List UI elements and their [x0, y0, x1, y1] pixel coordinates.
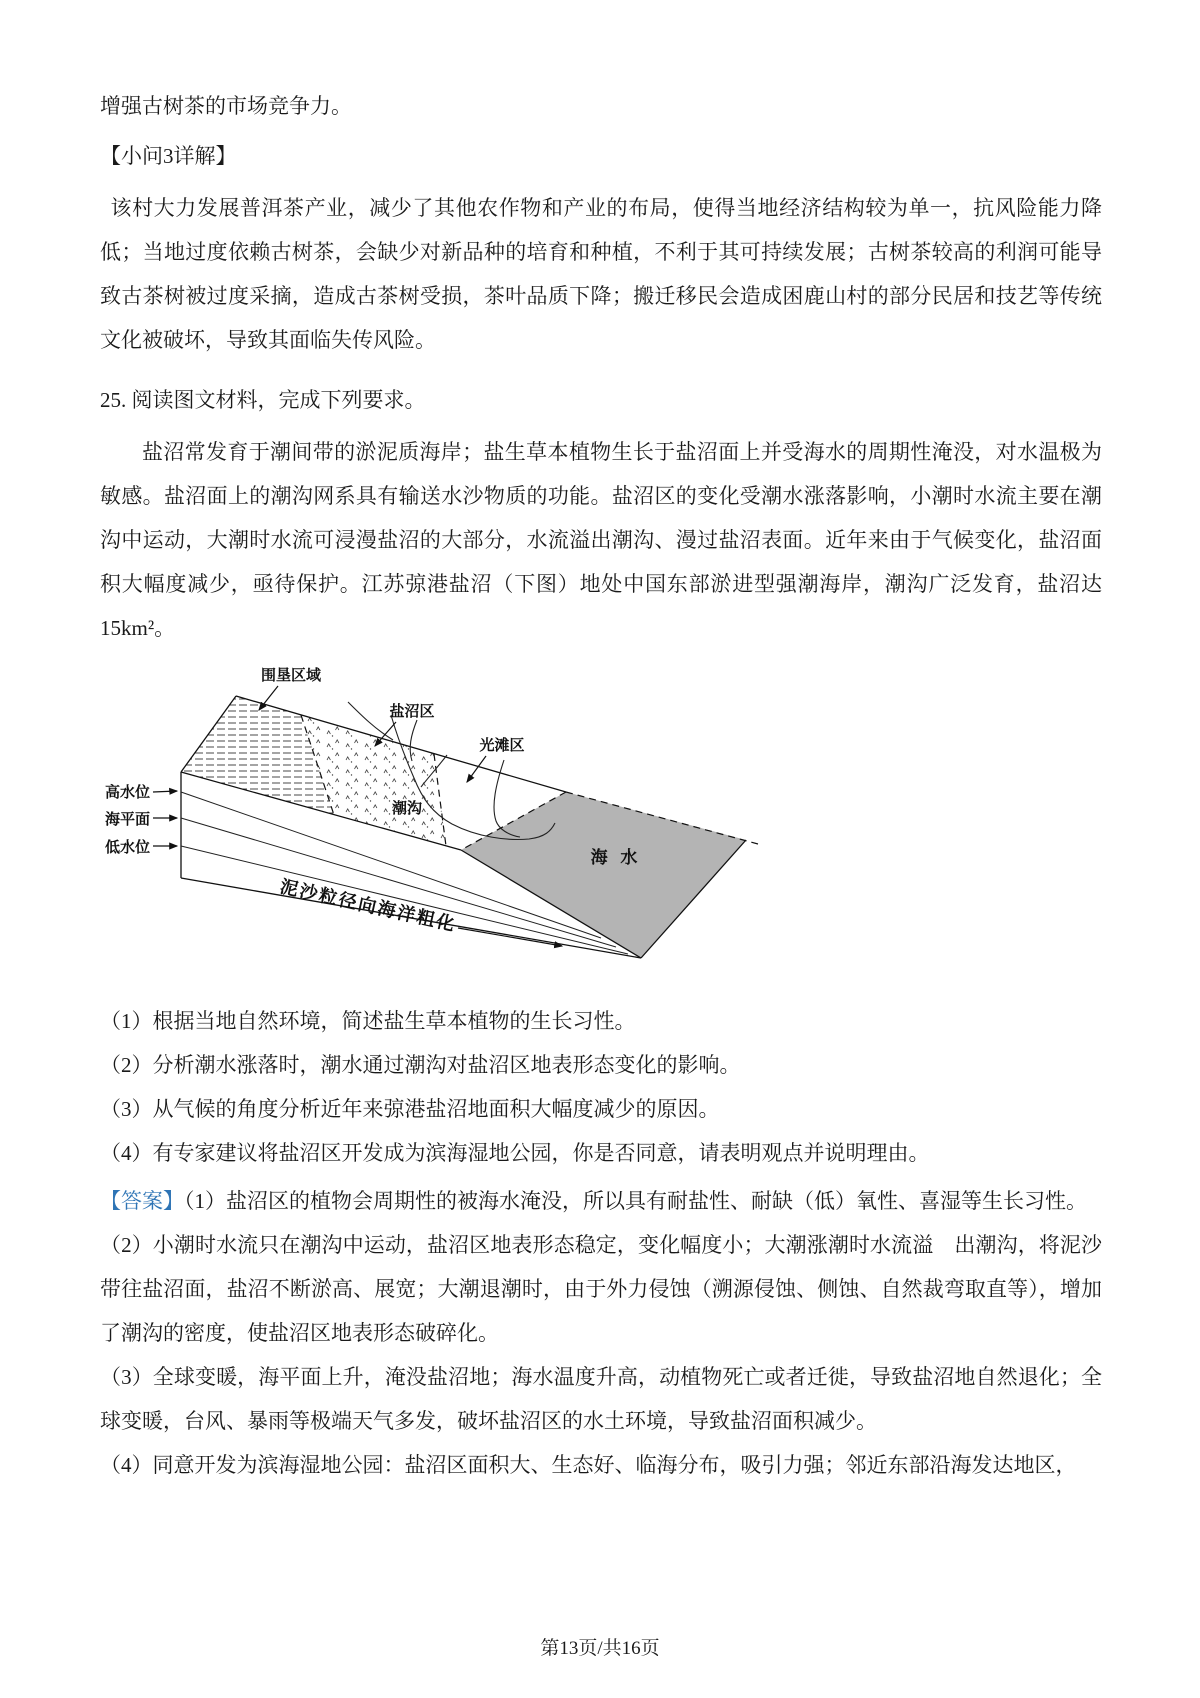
label-salt-marsh-zone: 盐沼区 — [389, 703, 435, 720]
label-reclaimed-zone: 围垦区域 — [260, 667, 322, 684]
page-content — [100, 84, 1102, 1487]
heading-subquestion3-explain: 【小问3详解】 — [100, 144, 237, 168]
answer-text-1: （1）盐沼区的植物会周期性的被海水淹没，所以具有耐盐性、耐缺（低）氧性、喜湿等生长习性。 — [184, 1189, 1087, 1213]
answer-paragraph-3: （3）全球变暖，海平面上升，淹没盐沼地；海水温度升高，动植物死亡或者迁徙，导致盐沼地自然退化；全球变暖，台风、暴雨等极端天气多发，破坏盐沼区的水土环境，导致盐沼面积减少。 — [100, 1365, 1102, 1433]
label-high-water-level: 高水位 — [104, 784, 150, 801]
answer-paragraph-4: （4）同意开发为滨海湿地公园：盐沼区面积大、生态好、临海分布，吸引力强；邻近东部沿海发达地区， — [100, 1453, 1077, 1477]
label-low-water-level: 低水位 — [104, 839, 150, 856]
paragraph-intro: 增强古树茶的市场竞争力。 — [100, 94, 352, 118]
salt-marsh-zone-texture — [301, 715, 446, 846]
question-25-title: 25. 阅读图文材料，完成下列要求。 — [100, 388, 426, 412]
label-tidal-creek: 潮沟 — [391, 800, 423, 817]
answer-paragraph-1 — [100, 1179, 1102, 1223]
question-25-sub4: （4）有专家建议将盐沼区开发成为滨海湿地公园，你是否同意，请表明观点并说明理由。 — [100, 1141, 930, 1165]
question-25-sub3: （3）从气候的角度分析近年来弶港盐沼地面积大幅度减少的原因。 — [100, 1097, 720, 1121]
question-25-material: 盐沼常发育于潮间带的淤泥质海岸；盐生草本植物生长于盐沼面上并受海水的周期性淹没，对水温极为敏感。盐沼面上的潮沟网系具有输送水沙物质的功能。盐沼区的变化受潮水涨落影响，小潮时水流主要在潮沟中运动，大潮时水流可浸漫盐沼的大部分，水流溢出潮沟、漫过盐沼表面。近年来由于气候变化，盐沼面积大幅度减少，亟待保护。江苏弶港盐沼（下图）地处中国东部淤进型强潮海岸，潮沟广泛发育，盐沼达 15km²。 — [100, 440, 1102, 640]
answer-block — [100, 1179, 1102, 1487]
salt-marsh-block-diagram — [96, 660, 1102, 985]
answer-label: 【答案】 — [100, 1189, 184, 1213]
question-25-sub2: （2）分析潮水涨落时，潮水通过潮沟对盐沼区地表形态变化的影响。 — [100, 1053, 741, 1077]
paragraph-subquestion3-explain: 该村大力发展普洱茶产业，减少了其他农作物和产业的布局，使得当地经济结构较为单一，抗风险能力降低；当地过度依赖古树茶，会缺少对新品种的培育和种植，不利于其可持续发展；古树茶较高的利润可能导致古茶树被过度采摘，造成古茶树受损，茶叶品质下降；搬迁移民会造成困鹿山村的部分民居和技艺等传统文化被破坏，导致其面临失传风险。 — [100, 196, 1102, 352]
label-sea-water: 海 水 — [590, 848, 642, 867]
salt-marsh-diagram-svg — [96, 660, 776, 980]
question-25-sub1: （1）根据当地自然环境，简述盐生草本植物的生长习性。 — [100, 1009, 636, 1033]
answer-paragraph-2: （2）小潮时水流只在潮沟中运动，盐沼区地表形态稳定，变化幅度小；大潮涨潮时水流溢 出潮沟，将泥沙带往盐沼面，盐沼不断淤高、展宽；大潮退潮时，由于外力侵蚀（溯源侵蚀、侧蚀、自然裁弯取直等），增加了潮沟的密度，使盐沼区地表形态破碎化。 — [100, 1233, 1102, 1345]
label-sea-level: 海平面 — [104, 811, 150, 828]
reclaimed-zone-texture — [181, 696, 334, 815]
page-number-footer: 第13页/共16页 — [540, 1638, 660, 1659]
label-sediment-coarsening: 泥沙粒径向海洋粗化 — [278, 876, 459, 935]
label-bare-flat-zone: 光滩区 — [479, 737, 525, 754]
